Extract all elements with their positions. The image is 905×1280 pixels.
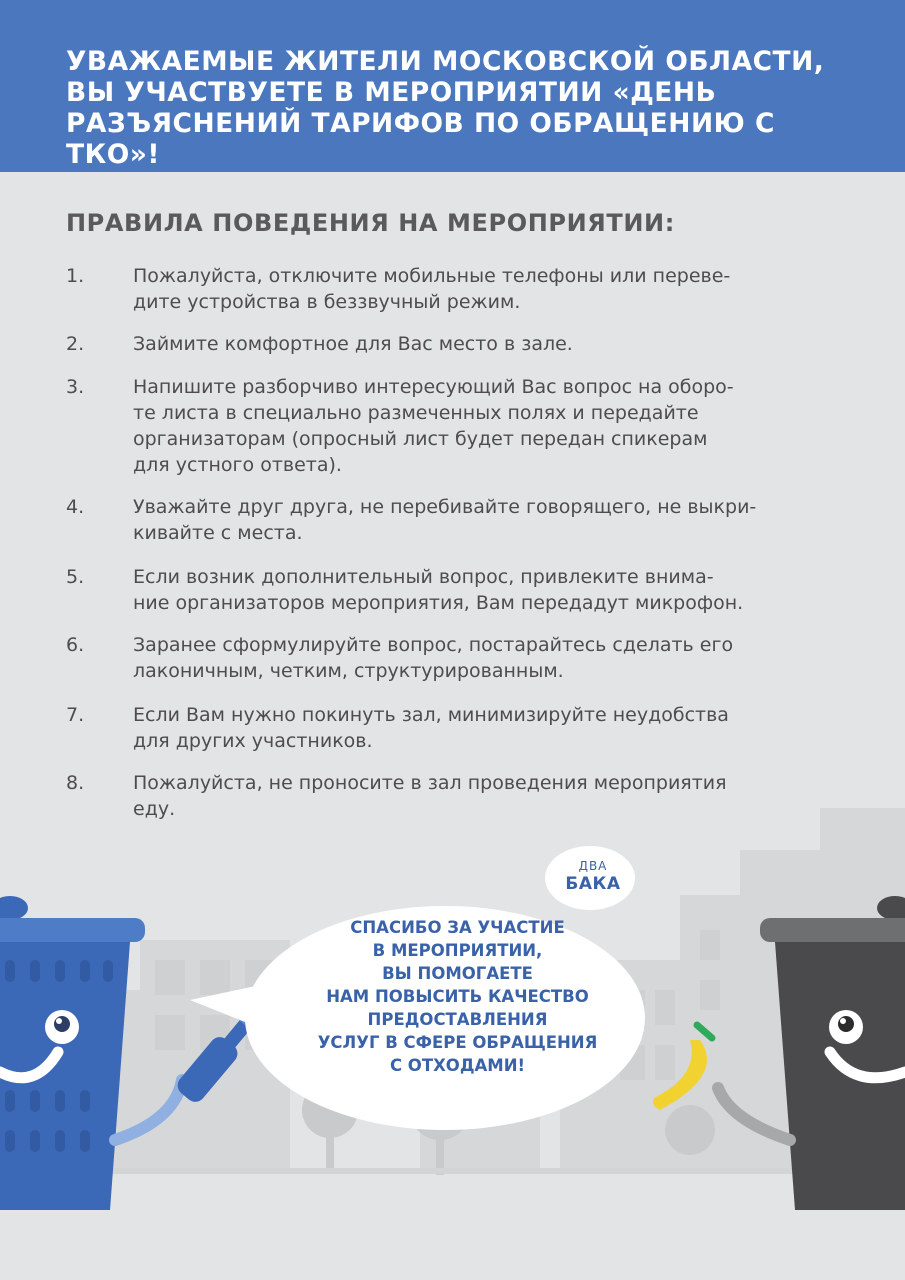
rule-number: 3. [66, 376, 85, 398]
rule-text: Если возник дополнительный вопрос, привлеките внима- ние организаторов мероприятия, Вам передадут микрофон. [133, 566, 744, 614]
rule-number: 8. [66, 772, 85, 794]
thank-you-message: СПАСИБО ЗА УЧАСТИЕ В МЕРОПРИЯТИИ, ВЫ ПОМОГАЕТЕ НАМ ПОВЫСИТЬ КАЧЕСТВО ПРЕДОСТАВЛЕНИЯ УСЛУГ В СФЕРЕ ОБРАЩЕНИЯ С ОТХОДАМИ! [317, 918, 598, 1075]
rule-text: Пожалуйста, отключите мобильные телефоны или переве- дите устройства в беззвучный режим. [133, 265, 731, 313]
rule-text: Уважайте друг друга, не перебивайте говорящего, не выкри- кивайте с места. [133, 496, 757, 544]
rule-number: 1. [66, 265, 85, 287]
rule-number: 6. [66, 634, 85, 656]
rules-heading: ПРАВИЛА ПОВЕДЕНИЯ НА МЕРОПРИЯТИИ: [66, 209, 675, 237]
rule-number: 7. [66, 704, 85, 726]
rule-text: Заранее сформулируйте вопрос, постарайтесь сделать его лаконичным, четким, структурированным. [133, 634, 734, 682]
rule-text: Пожалуйста, не проносите в зал проведения мероприятия еду. [133, 772, 727, 820]
logo-line-2: БАКА [565, 874, 621, 894]
header-banner [0, 0, 905, 172]
rule-number: 4. [66, 496, 85, 518]
rule-text: Если Вам нужно покинуть зал, минимизируйте неудобства для других участников. [133, 704, 729, 752]
page-title: УВАЖАЕМЫЕ ЖИТЕЛИ МОСКОВСКОЙ ОБЛАСТИ, ВЫ УЧАСТВУЕТЕ В МЕРОПРИЯТИИ «ДЕНЬ РАЗЪЯСНЕНИЙ ТАРИФОВ ПО ОБРАЩЕНИЮ С ТКО»! [66, 46, 825, 170]
rule-text: Напишите разборчиво интересующий Вас вопрос на оборо- те листа в специально размеченных полях и передайте организаторам (опросный лист будет передан спикерам для устного ответа). [133, 376, 734, 476]
logo-line-1: ДВА [578, 859, 608, 873]
rule-number: 5. [66, 566, 85, 588]
rule-number: 2. [66, 333, 85, 355]
rule-text: Займите комфортное для Вас место в зале. [133, 333, 573, 355]
